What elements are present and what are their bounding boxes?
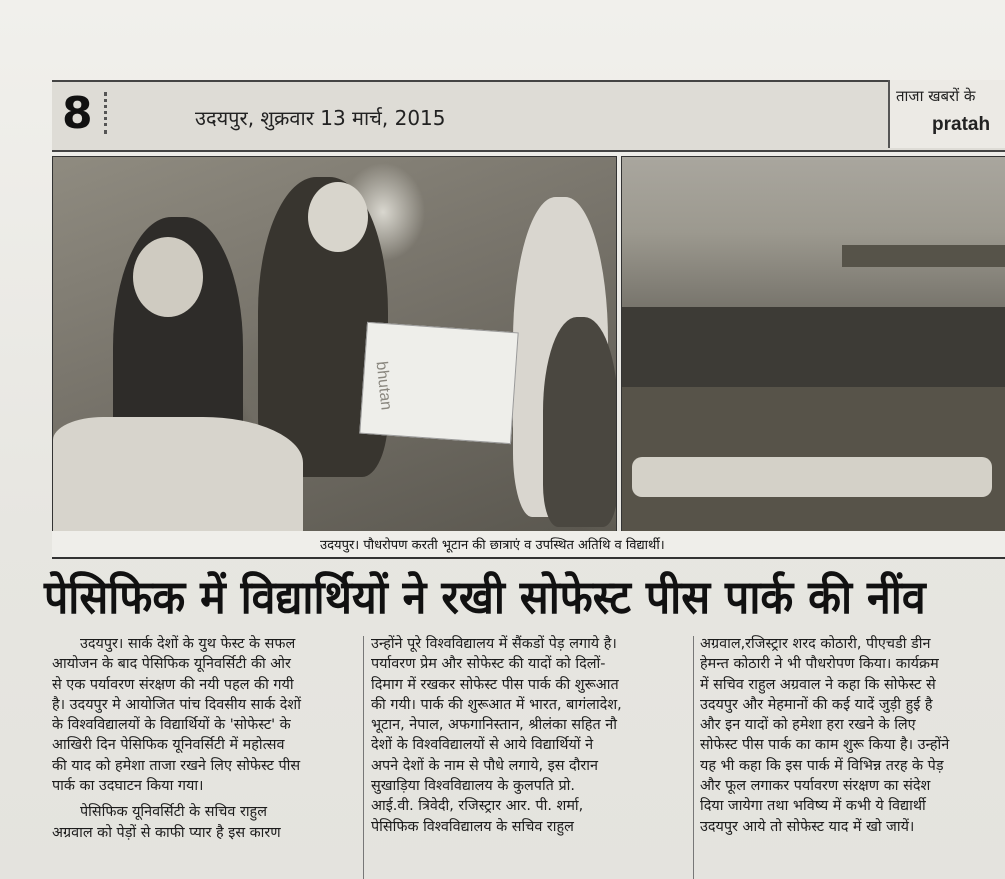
header-brand-name: pratah <box>932 114 991 135</box>
article-line: अपने देशों के नाम से पौधे लगाये, इस दौरान <box>371 757 599 774</box>
article-line: उदयपुर। सार्क देशों के युथ फेस्ट के सफल <box>80 636 296 652</box>
column-divider <box>693 636 694 879</box>
dateline: उदयपुर, शुक्रवार 13 मार्च, 2015 <box>195 106 446 130</box>
article-line: में सचिव राहुल अग्रवाल ने कहा कि सोफेस्ट से <box>700 676 936 693</box>
photo-face <box>133 237 203 317</box>
article-line: सोफेस्ट पीस पार्क का काम शुरू किया है। उन्होंने <box>700 737 950 754</box>
article-line: सुखाड़िया विश्वविद्यालय के कुलपति प्रो. <box>371 778 575 795</box>
article-line: है। उदयपुर मे आयोजित पांच दिवसीय सार्क देशों <box>52 696 301 713</box>
photo-banner <box>842 245 1005 267</box>
photo-plantation <box>52 156 617 533</box>
article-line: की गयी। पार्क की शुरूआत में भारत, बागंलादेश, <box>371 696 622 713</box>
article-line: उदयपुर आये तो सोफेस्ट याद में खो जायें। <box>700 818 915 835</box>
article-line: आई.वी. त्रिवेदी, रजिस्ट्रार आर. पी. शर्मा, <box>371 798 584 815</box>
article-column-2 <box>371 634 687 837</box>
article-line: आखिरी दिन पेसिफिक यूनिवर्सिटी में महोत्सव <box>52 737 285 754</box>
photo-group <box>621 156 1005 533</box>
article-column-1 <box>52 634 358 843</box>
article-line: यह भी कहा कि इस पार्क में विभिन्न तरह के पेड़ <box>700 757 944 774</box>
placard-text: bhutan <box>372 360 395 411</box>
article-line: पेसिफिक यूनिवर्सिटी के सचिव राहुल <box>80 804 267 821</box>
article-line: दिया जायेगा तथा भविष्य में कभी ये विद्यार्थी <box>700 798 926 815</box>
photo-caption: उदयपुर। पौधरोपण करती भूटान की छात्राएं व उपस्थित अतिथि व विद्यार्थी। <box>320 538 665 553</box>
article-line: भूटान, नेपाल, अफगानिस्तान, श्रीलंका सहित नौ <box>371 717 617 734</box>
column-divider <box>363 636 364 879</box>
article-line: और इन यादों को हमेशा हरा रखने के लिए <box>700 717 916 734</box>
article-line: पार्क का उदघाटन किया गया। <box>52 778 204 795</box>
country-placard <box>359 322 518 444</box>
photo-scarves <box>632 457 992 497</box>
article-headline: पेसिफिक में विद्यार्थियों ने रखी सोफेस्ट पीस पार्क की नींव <box>44 570 926 624</box>
article-line: उदयपुर और मेहमानों की कई यादें जुड़ी हुई है <box>700 696 933 713</box>
article-line: और फूल लगाकर पर्यावरण संरक्षण का संदेश <box>700 778 931 795</box>
header-promo-text: ताजा खबरों के <box>896 87 976 105</box>
article-line: अग्रवाल को पेड़ों से काफी प्यार है इस कारण <box>52 824 281 841</box>
article-line: दिमाग में रखकर सोफेस्ट पीस पार्क की शुरूआत <box>371 676 619 693</box>
article-line: हेमन्त कोठारी ने भी पौधरोपण किया। कार्यक्रम <box>700 656 939 673</box>
photo-figure <box>543 317 617 527</box>
article-line: के विश्वविद्यालयों के विद्यार्थियों के 'सोफेस्ट' के <box>52 717 291 734</box>
article-line: की याद को हमेशा ताजा रखने लिए सोफेस्ट पीस <box>52 757 301 774</box>
photo-face <box>308 182 368 252</box>
article-line: देशों के विश्वविद्यालयों से आये विद्यार्थियों ने <box>371 737 594 754</box>
article-line: पेसिफिक विश्वविद्यालय के सचिव राहुल <box>371 818 574 835</box>
article-line: से एक पर्यावरण संरक्षण की नयी पहल की गयी <box>52 676 294 693</box>
article-line: अग्रवाल,रजिस्ट्रार शरद कोठारी, पीएचडी डीन <box>700 636 931 652</box>
page-number: 8 <box>62 88 93 139</box>
article-line: आयोजन के बाद पेसिफिक यूनिवर्सिटी की ओर <box>52 656 291 673</box>
header-divider <box>104 92 121 134</box>
article-line: उन्होंने पूरे विश्वविद्यालय में सैंकडों पेड़ लगाये है। <box>371 636 617 652</box>
article-line: पर्यावरण प्रेम और सोफेस्ट की यादों को दिलों- <box>371 656 606 673</box>
photo-sleeve <box>53 417 303 532</box>
article-column-3 <box>700 634 1005 837</box>
